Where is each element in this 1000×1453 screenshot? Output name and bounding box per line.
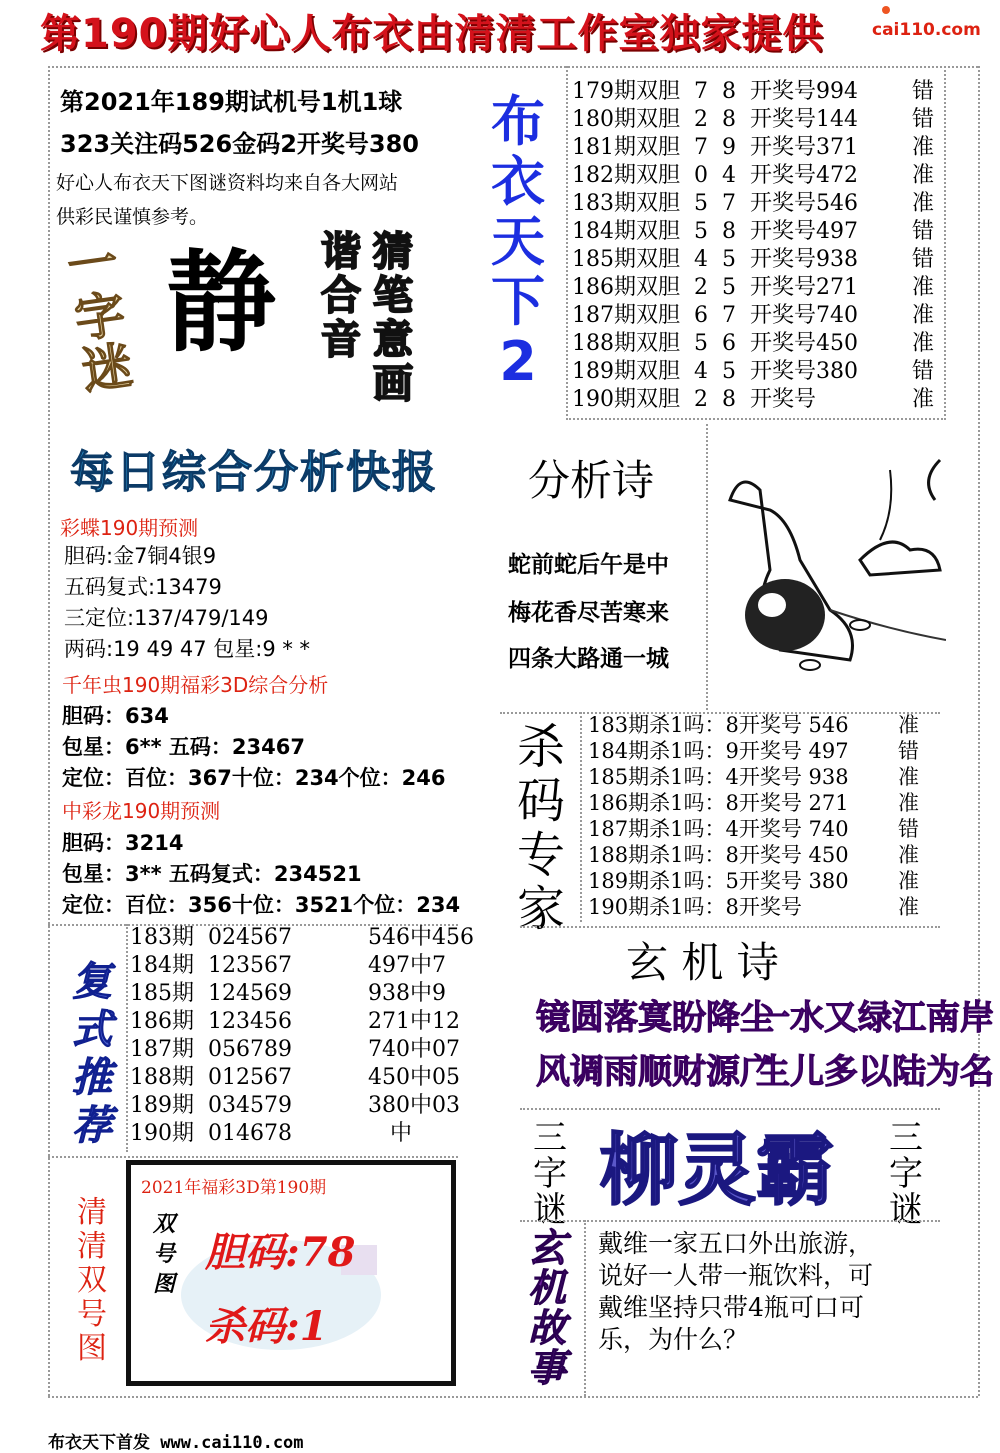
period: 190期双胆 <box>572 387 680 412</box>
table-row <box>572 190 952 218</box>
test-line-2: 323关注码526金码2开奖号380 <box>60 130 419 158</box>
combo: 012567 <box>208 1065 292 1090</box>
table-row <box>130 1008 460 1036</box>
table-row <box>572 134 952 162</box>
divider <box>566 66 568 416</box>
qingqing-label-char: 清 <box>77 1229 107 1264</box>
kill: 8开奖号 <box>725 843 802 867</box>
num: 7 <box>694 135 708 160</box>
divider <box>580 712 582 922</box>
divider <box>978 66 980 1396</box>
period: 182期双胆 <box>572 163 680 188</box>
divider <box>126 924 128 1152</box>
kill-code-label-char: 家 <box>516 881 565 937</box>
riddle-label-char: 一 <box>63 232 122 297</box>
num: 8 <box>722 387 736 412</box>
qingqing-side-char: 双 <box>152 1211 175 1237</box>
divider <box>520 926 940 928</box>
riddle-hint-col-1: 谐合音 <box>321 229 361 363</box>
compound-label-char: 复 <box>72 959 112 1005</box>
story-label-char: 事 <box>527 1346 566 1390</box>
status: 准 <box>898 713 919 737</box>
result: 497中7 <box>368 953 446 978</box>
result: 开奖号 <box>750 387 817 412</box>
caidie-line: 胆码:金7铜4银9 <box>64 544 217 568</box>
double-dan-table <box>572 78 952 414</box>
period: 183期 <box>130 925 194 950</box>
table-row <box>130 1092 460 1120</box>
num: 5 <box>722 247 736 272</box>
period: 179期双胆 <box>572 79 680 104</box>
riddle-label-char: 迷 <box>78 336 137 401</box>
status: 准 <box>912 303 935 328</box>
story-line: 戴维一家五口外出旅游， <box>598 1229 874 1258</box>
result: 开奖号994 <box>750 79 858 104</box>
divider <box>48 66 978 68</box>
riddle3-label-char: 谜 <box>889 1190 923 1230</box>
table-row <box>572 246 952 274</box>
status: 错 <box>898 817 919 841</box>
num: 6 <box>694 303 708 328</box>
result: 开奖号380 <box>750 359 858 384</box>
period: 184期双胆 <box>572 219 680 244</box>
riddle-label-char: 字 <box>71 284 129 349</box>
qingqing-side-char: 图 <box>152 1271 175 1297</box>
num: 5 <box>722 275 736 300</box>
result: 开奖号740 <box>750 303 858 328</box>
result: 546 <box>808 713 849 737</box>
zhongcailong-line: 包星：3** 五码复式：234521 <box>62 862 362 886</box>
num: 2 <box>694 107 708 132</box>
footer-text: 布衣天下首发 www.cai110.com <box>48 1433 304 1453</box>
result: 开奖号144 <box>750 107 858 132</box>
table-row <box>588 790 928 816</box>
disclaimer-1: 好心人布衣天下图谜资料均来自各大网站 <box>56 172 399 194</box>
table-row <box>130 1036 460 1064</box>
xuanji-poem-line: 生儿多以陆为名 <box>756 1052 994 1092</box>
story-label-char: 玄 <box>527 1226 566 1270</box>
kill: 8开奖号 <box>725 713 802 737</box>
story-label-char: 机 <box>527 1266 566 1310</box>
story-text <box>598 1228 873 1356</box>
qingqing-card <box>126 1160 456 1386</box>
caidie-title: 彩蝶190期预测 <box>60 516 199 540</box>
story-line: 乐，为什么？ <box>598 1325 749 1354</box>
status: 错 <box>898 739 919 763</box>
qingqing-label-char: 图 <box>77 1331 107 1366</box>
side-title-char: 下 <box>491 270 545 333</box>
period: 183期双胆 <box>572 191 680 216</box>
zhongcailong-line: 定位：百位：356十位：3521个位：234 <box>62 893 461 917</box>
table-row <box>572 330 952 358</box>
riddle-hint-col-2: 猜笔意 <box>373 229 413 363</box>
kill-code-label-char: 杀 <box>516 719 565 775</box>
qingqing-label-char: 清 <box>77 1195 107 1230</box>
qiannianchong-line: 定位：百位：367十位：234个位：246 <box>62 766 446 790</box>
side-title-char: 衣 <box>491 150 545 213</box>
num: 2 <box>694 387 708 412</box>
period: 186期 <box>130 1009 194 1034</box>
status: 准 <box>898 765 919 789</box>
story-label <box>522 1228 572 1388</box>
combo: 024567 <box>208 925 292 950</box>
num: 5 <box>694 331 708 356</box>
status: 准 <box>912 331 935 356</box>
period: 190期杀1吗： <box>588 895 726 919</box>
status: 准 <box>912 191 935 216</box>
side-title-char: 天 <box>491 210 545 273</box>
test-line-1: 第2021年189期试机号1机1球 <box>60 88 403 116</box>
kill-code-label-char: 专 <box>516 827 565 883</box>
qingqing-label-char: 号 <box>77 1297 107 1332</box>
caidie-line: 两码:19 49 47 包星:9 * * <box>64 637 311 661</box>
riddle3-label-char: 三 <box>889 1118 923 1158</box>
status: 准 <box>912 135 935 160</box>
table-row <box>572 106 952 134</box>
side-title-char: 布 <box>491 90 545 153</box>
disclaimer-2: 供彩民谨慎参考。 <box>56 206 209 228</box>
num: 7 <box>722 303 736 328</box>
table-row <box>572 386 952 414</box>
result: 938中9 <box>368 981 446 1006</box>
divider <box>706 424 708 710</box>
divider <box>48 1396 978 1398</box>
status: 准 <box>898 895 919 919</box>
result: 740中07 <box>368 1037 460 1062</box>
table-row <box>588 712 928 738</box>
compound-table <box>130 924 474 1148</box>
combo: 014678 <box>208 1121 292 1146</box>
cartoon-illustration <box>710 440 946 710</box>
result: 938 <box>808 765 849 789</box>
riddle3-left-label <box>522 1120 578 1228</box>
result: 中 <box>390 1121 413 1146</box>
table-row <box>572 162 952 190</box>
status: 错 <box>912 359 935 384</box>
kill: 4开奖号 <box>725 765 802 789</box>
story-label-char: 故 <box>527 1306 566 1350</box>
result: 开奖号271 <box>750 275 858 300</box>
combo: 123567 <box>208 953 292 978</box>
period: 187期杀1吗： <box>588 817 726 841</box>
period: 184期杀1吗： <box>588 739 726 763</box>
qiannianchong-line: 胆码：634 <box>62 704 169 728</box>
status: 错 <box>912 247 935 272</box>
poem-line: 四条大路通一城 <box>508 646 669 672</box>
table-row <box>572 218 952 246</box>
kill-code-label-char: 码 <box>516 773 565 829</box>
num: 8 <box>722 219 736 244</box>
riddle-main-char: 静 <box>166 239 276 367</box>
num: 8 <box>722 79 736 104</box>
divider <box>48 1156 458 1158</box>
compound-label-char: 荐 <box>72 1103 112 1149</box>
table-row <box>588 894 928 920</box>
combo: 056789 <box>208 1037 292 1062</box>
result: 271中12 <box>368 1009 460 1034</box>
result: 380 <box>808 869 849 893</box>
result: 开奖号472 <box>750 163 858 188</box>
kill: 8开奖号 <box>725 895 802 919</box>
compound-recommend-label <box>62 958 122 1150</box>
period: 189期 <box>130 1093 194 1118</box>
result: 开奖号371 <box>750 135 858 160</box>
divider <box>566 418 946 420</box>
num: 5 <box>694 219 708 244</box>
story-line: 戴维坚持只带4瓶可口可 <box>598 1293 864 1322</box>
status: 准 <box>912 163 935 188</box>
table-row <box>588 842 928 868</box>
page-title: 第190期好心人布衣由清清工作室独家提供 <box>40 11 824 57</box>
xuanji-poem-line: 镜圆落寞盼降尘 <box>536 998 774 1038</box>
num: 9 <box>722 135 736 160</box>
riddle3-label-char: 三 <box>533 1118 567 1158</box>
result: 497 <box>808 739 849 763</box>
period: 190期 <box>130 1121 194 1146</box>
status: 错 <box>912 79 935 104</box>
period: 189期杀1吗： <box>588 869 726 893</box>
poem-line: 梅花香尽苦寒来 <box>508 600 669 626</box>
num: 7 <box>694 79 708 104</box>
divider <box>520 1220 940 1222</box>
table-row <box>572 358 952 386</box>
period: 185期双胆 <box>572 247 680 272</box>
num: 7 <box>722 191 736 216</box>
table-row <box>588 764 928 790</box>
riddle-hint-col-3: 画 <box>373 361 413 407</box>
qingqing-label-char: 双 <box>77 1263 107 1298</box>
combo: 123456 <box>208 1009 292 1034</box>
poem-title: 分析诗 <box>528 456 655 505</box>
xuanji-poem-line: 一水又绿江南岸 <box>756 998 994 1038</box>
xuanji-poem-title: 玄 机 诗 <box>626 938 779 987</box>
qiannianchong-line: 包星：6** 五码：23467 <box>62 735 305 759</box>
result: 开奖号546 <box>750 191 858 216</box>
table-row <box>130 952 460 980</box>
num: 4 <box>694 359 708 384</box>
xuanji-poem-line: 风调雨顺财源广 <box>536 1052 774 1092</box>
riddle3-label-char: 谜 <box>533 1190 567 1230</box>
period: 187期双胆 <box>572 303 680 328</box>
num: 0 <box>694 163 708 188</box>
qingqing-side-char: 号 <box>152 1241 175 1267</box>
period: 188期双胆 <box>572 331 680 356</box>
kill: 5开奖号 <box>725 869 802 893</box>
num: 2 <box>694 275 708 300</box>
period: 183期杀1吗： <box>588 713 726 737</box>
riddle3-label-char: 字 <box>889 1154 923 1194</box>
table-row <box>130 1064 460 1092</box>
num: 5 <box>722 359 736 384</box>
status: 准 <box>912 275 935 300</box>
period: 186期杀1吗： <box>588 791 726 815</box>
report-header: 每日综合分析快报 <box>70 447 438 498</box>
result: 271 <box>808 791 849 815</box>
kill: 9开奖号 <box>725 739 802 763</box>
table-row <box>588 868 928 894</box>
num: 5 <box>694 191 708 216</box>
result: 546中456 <box>368 925 474 950</box>
num: 8 <box>722 107 736 132</box>
period: 189期双胆 <box>572 359 680 384</box>
riddle-label <box>59 232 140 401</box>
dan-code: 胆码:78 <box>205 1229 356 1276</box>
result: 开奖号497 <box>750 219 858 244</box>
side-title <box>478 92 558 392</box>
period: 188期杀1吗： <box>588 843 726 867</box>
kill-code: 杀码:1 <box>205 1303 328 1350</box>
kill: 4开奖号 <box>725 817 802 841</box>
table-row <box>572 78 952 106</box>
result: 450 <box>808 843 849 867</box>
status: 准 <box>912 387 935 412</box>
num: 4 <box>694 247 708 272</box>
table-row <box>588 816 928 842</box>
period: 181期双胆 <box>572 135 680 160</box>
qiannianchong-title: 千年虫190期福彩3D综合分析 <box>62 673 329 697</box>
story-line: 说好一人带一瓶饮料，可 <box>598 1261 874 1290</box>
table-row <box>130 1120 460 1148</box>
period: 187期 <box>130 1037 194 1062</box>
status: 准 <box>898 791 919 815</box>
result: 380中03 <box>368 1093 460 1118</box>
table-row <box>130 924 474 952</box>
status: 错 <box>912 219 935 244</box>
compound-label-char: 推 <box>72 1055 112 1101</box>
period: 186期双胆 <box>572 275 680 300</box>
status: 错 <box>912 107 935 132</box>
result: 开奖号938 <box>750 247 858 272</box>
period: 185期 <box>130 981 194 1006</box>
table-row <box>130 980 460 1008</box>
logo-text: cai110.com <box>872 20 981 40</box>
compound-label-char: 式 <box>72 1007 112 1053</box>
combo: 124569 <box>208 981 292 1006</box>
period: 184期 <box>130 953 194 978</box>
kill: 8开奖号 <box>725 791 802 815</box>
riddle3-label-char: 字 <box>533 1154 567 1194</box>
qingqing-label <box>72 1196 112 1366</box>
result: 740 <box>808 817 849 841</box>
kill-code-table <box>588 712 928 920</box>
period: 188期 <box>130 1065 194 1090</box>
zhongcailong-line: 胆码：3214 <box>62 831 184 855</box>
result: 开奖号450 <box>750 331 858 356</box>
combo: 034579 <box>208 1093 292 1118</box>
num: 6 <box>722 331 736 356</box>
caidie-line: 三定位:137/479/149 <box>64 606 269 630</box>
poem-line: 蛇前蛇后午是中 <box>508 552 669 578</box>
num: 4 <box>722 163 736 188</box>
kill-code-label <box>508 720 574 936</box>
result: 450中05 <box>368 1065 460 1090</box>
table-row <box>588 738 928 764</box>
table-row <box>572 302 952 330</box>
divider <box>48 66 50 1396</box>
table-row <box>572 274 952 302</box>
caidie-line: 五码复式:13479 <box>64 575 222 599</box>
riddle3-right-label <box>878 1120 934 1228</box>
status: 准 <box>898 843 919 867</box>
zhongcailong-title: 中彩龙190期预测 <box>62 799 221 823</box>
divider <box>584 1220 586 1396</box>
qingqing-header: 2021年福彩3D第190期 <box>141 1178 327 1198</box>
side-title-char: 2 <box>499 330 537 393</box>
status: 准 <box>898 869 919 893</box>
qingqing-side-label <box>149 1209 179 1299</box>
period: 180期双胆 <box>572 107 680 132</box>
period: 185期杀1吗： <box>588 765 726 789</box>
riddle3-main: 柳灵霸 <box>600 1126 835 1216</box>
